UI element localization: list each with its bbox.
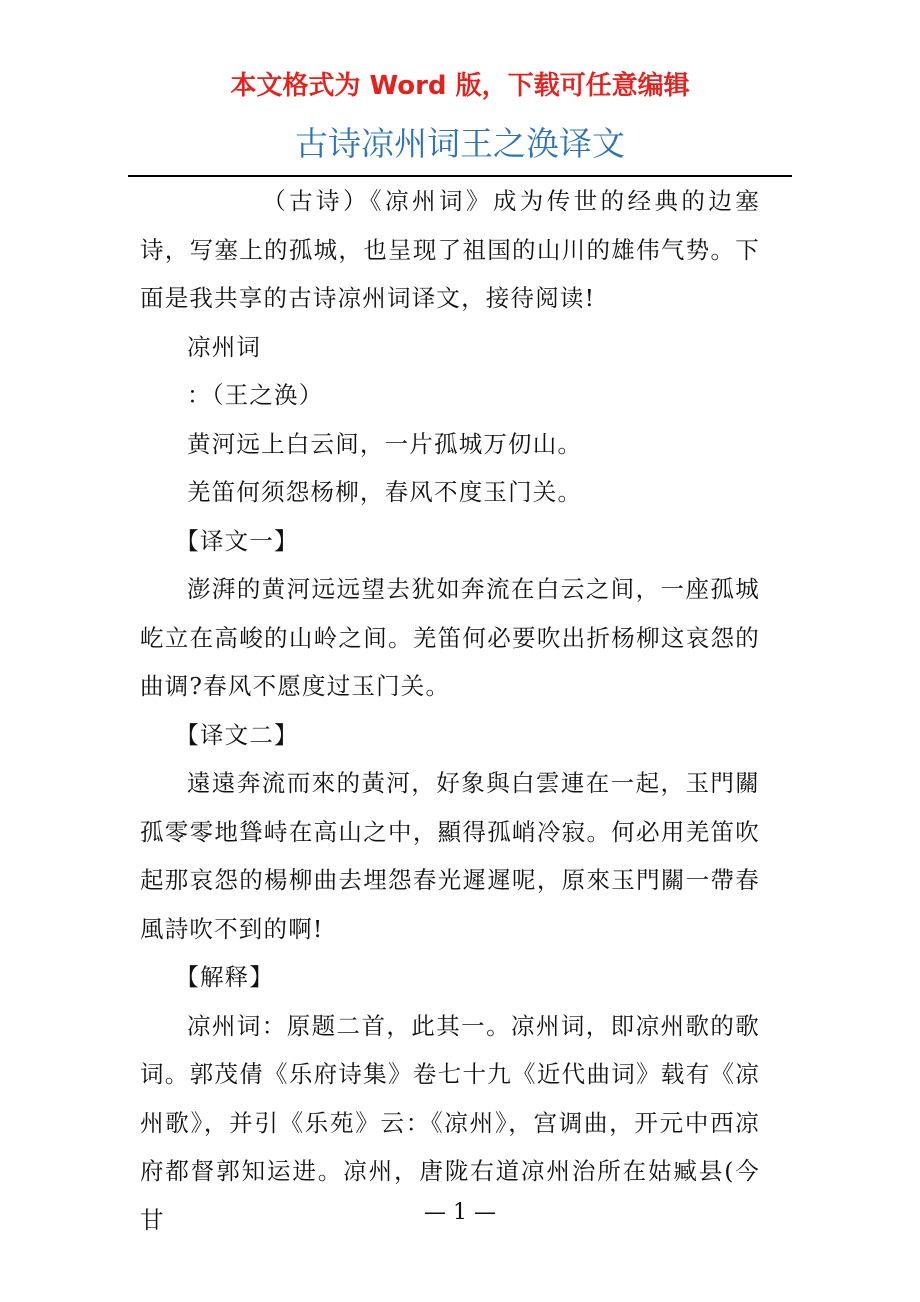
translation-2-heading: 【译文二】 bbox=[175, 720, 299, 749]
translation-2-paragraph: 遠遠奔流而來的黃河，好象與白雲連在一起，玉門關孤零零地聳峙在高山之中，顯得孤峭冷寂。何必用羌笛吹起那哀怨的楊柳曲去埋怨春光遲遲呢，原來玉門關一帶春風詩吹不到的啊! bbox=[140, 769, 760, 943]
format-notice: 本文格式为 Word 版，下载可任意编辑 bbox=[230, 71, 690, 101]
poem-author: ：（王之涣） bbox=[187, 381, 324, 409]
poem-title: 凉州词 bbox=[187, 332, 262, 361]
translation-1-paragraph: 澎湃的黄河远远望去犹如奔流在白云之间，一座孤城屹立在高峻的山岭之间。羌笛何必要吹出折杨柳这哀怨的曲调?春风不愿度过玉门关。 bbox=[140, 575, 760, 700]
translation-1-heading: 【译文一】 bbox=[175, 526, 299, 555]
intro-paragraph: （古诗）《凉州词》成为传世的经典的边塞诗，写塞上的孤城，也呈现了祖国的山川的雄伟气势。下面是我共享的古诗凉州词译文，接待阅读! bbox=[140, 187, 760, 312]
poem-line-2: 羌笛何须怨杨柳，春风不度玉门关。 bbox=[187, 478, 583, 506]
poem-line-1: 黄河远上白云间，一片孤城万仞山。 bbox=[187, 429, 583, 458]
document-body bbox=[140, 177, 760, 1244]
page-number: — 1 — bbox=[424, 1200, 496, 1225]
notes-paragraph: 凉州词：原题二首，此其一。凉州词，即凉州歌的歌词。郭茂倩《乐府诗集》卷七十九《近代曲词》载有《凉州歌》，并引《乐苑》云：《凉州》，宫调曲，开元中西凉府都督郭知运进。凉州，唐陇右道凉州治所在姑臧县(今甘 bbox=[140, 1011, 760, 1234]
document-title: 古诗凉州词王之涣译文 bbox=[295, 124, 625, 163]
notes-heading: 【解释】 bbox=[175, 963, 275, 991]
